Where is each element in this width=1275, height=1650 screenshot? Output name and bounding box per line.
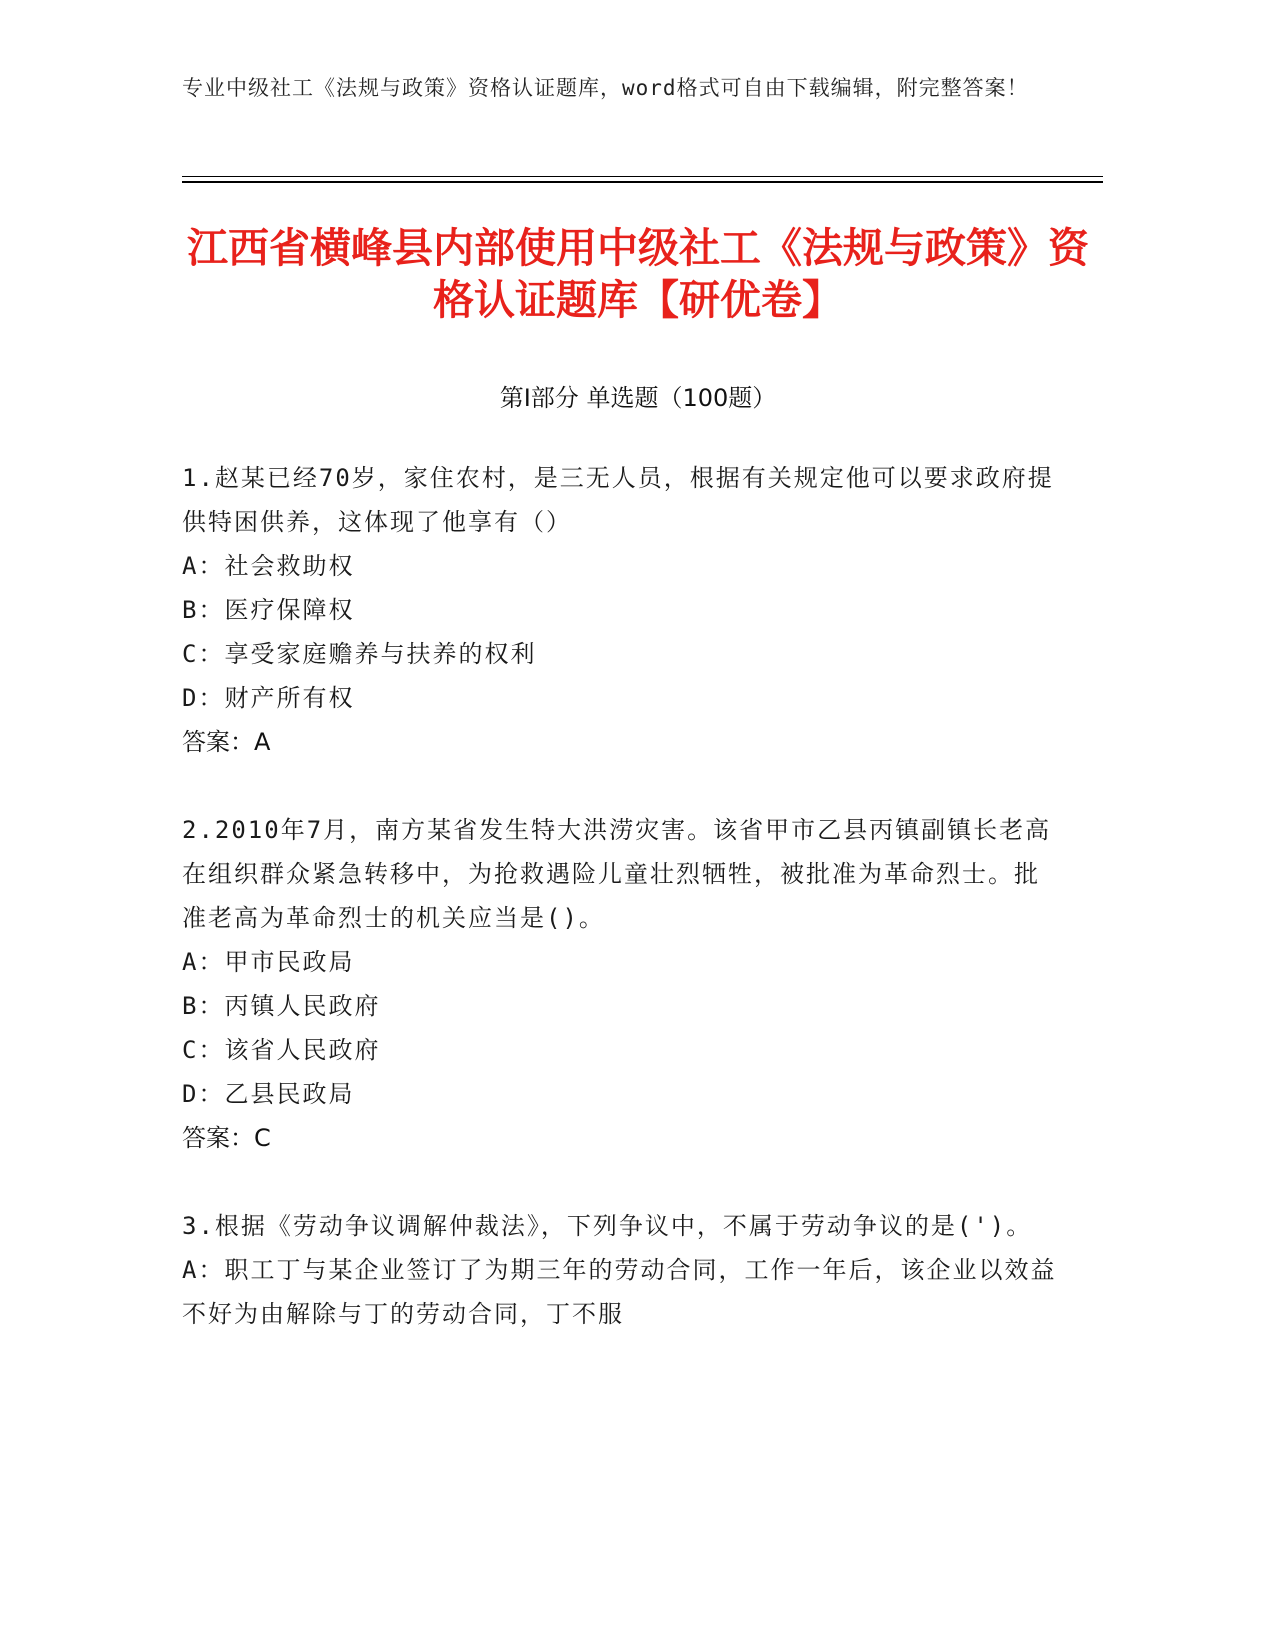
option-a: A：社会救助权 [182,552,355,580]
option-d: D：财产所有权 [182,684,355,712]
header-rule-thick [182,181,1103,183]
question-3 [182,1204,1062,1336]
answer: 答案：C [182,1124,271,1152]
option-a: A：职工丁与某企业签订了为期三年的劳动合同，工作一年后，该企业以效益不好为由解除与丁的劳动合同，丁不服 [182,1256,1057,1328]
section-title: 第I部分 单选题（100题） [499,384,777,412]
question-list [182,456,1062,1380]
option-c: C：该省人民政府 [182,1036,381,1064]
answer: 答案：A [182,728,271,756]
question-1 [182,456,1062,764]
question-stem: 3.根据《劳动争议调解仲裁法》，下列争议中，不属于劳动争议的是(')。 [182,1212,1033,1240]
question-stem: 1.赵某已经70岁，家住农村，是三无人员，根据有关规定他可以要求政府提供特困供养，这体现了他享有（） [182,464,1054,536]
header-note: 专业中级社工《法规与政策》资格认证题库，word格式可自由下载编辑，附完整答案！ [182,76,1029,100]
option-c: C：享受家庭赡养与扶养的权利 [182,640,537,668]
option-b: B：医疗保障权 [182,596,355,624]
question-stem: 2.2010年7月，南方某省发生特大洪涝灾害。该省甲市乙县丙镇副镇长老高在组织群众紧急转移中，为抢救遇险儿童壮烈牺牲，被批准为革命烈士。批准老高为革命烈士的机关应当是()。 [182,816,1052,932]
question-2 [182,808,1062,1160]
header-rule-thin [182,176,1103,177]
document-title: 江西省横峰县内部使用中级社工《法规与政策》资格认证题库【研优卷】 [187,224,1089,324]
option-a: A：甲市民政局 [182,948,355,976]
option-d: D：乙县民政局 [182,1080,355,1108]
option-b: B：丙镇人民政府 [182,992,381,1020]
